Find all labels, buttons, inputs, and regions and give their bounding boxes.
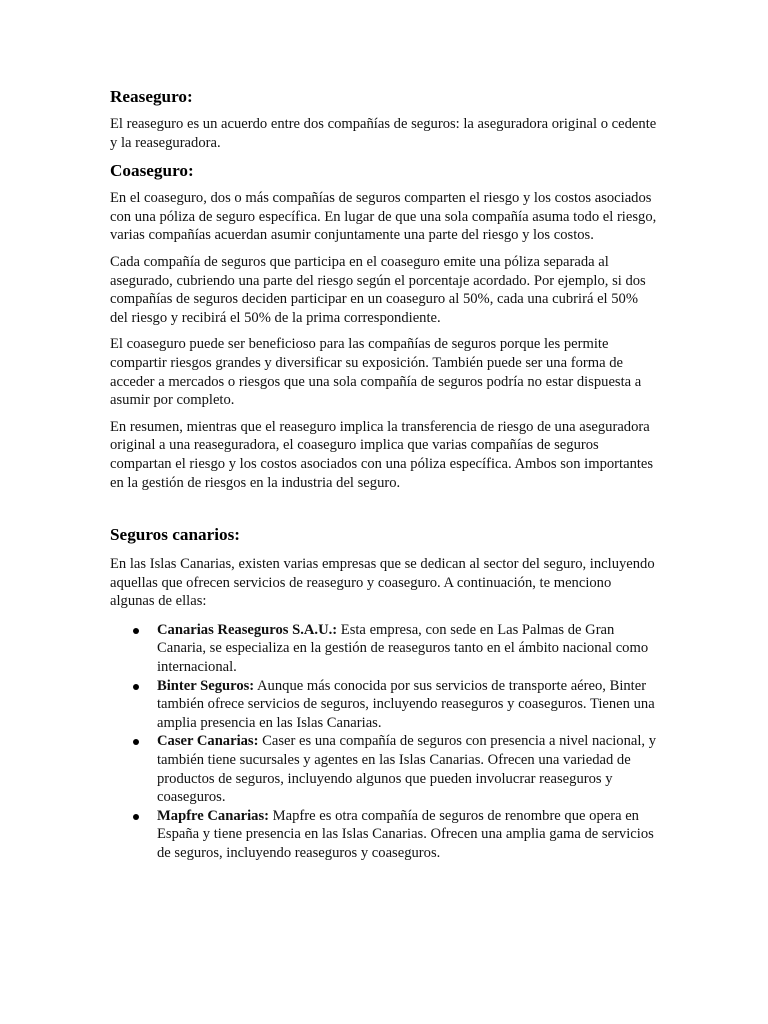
heading-reaseguro: Reaseguro: bbox=[110, 87, 193, 106]
list-item bbox=[110, 732, 658, 806]
paragraph-coaseguro-example: Cada compañía de seguros que participa en el coaseguro emite una póliza separada al asegurado, cubriendo una parte del riesgo según el porcentaje acordado. Por ejemplo, si dos compañías de seguros deciden participar en un coaseguro al 50%, cada una cubrirá el 50% del riesgo y recibirá el 50% de la prima correspondiente. bbox=[110, 253, 646, 326]
company-name: Mapfre Canarias: bbox=[157, 807, 270, 824]
list-item bbox=[110, 807, 658, 863]
company-description: Aunque más conocida por sus servicios de transporte aéreo, Binter también ofrece servicios de seguros, incluyendo reaseguros y coaseguros. Tienen una amplia presencia en las Islas Canarias. bbox=[157, 677, 655, 731]
bullet-icon bbox=[133, 739, 139, 745]
company-name: Caser Canarias: bbox=[157, 733, 259, 750]
bullet-icon bbox=[133, 628, 139, 634]
company-description: Esta empresa, con sede en Las Palmas de Gran Canaria, se especializa en la gestión de reaseguros tanto en el ámbito nacional como internacional. bbox=[157, 621, 649, 676]
document-page bbox=[110, 86, 658, 863]
bullet-icon bbox=[133, 814, 139, 820]
heading-seguros-canarios: Seguros canarios: bbox=[110, 525, 241, 545]
company-description: Caser es una compañía de seguros con presencia a nivel nacional, y también tiene sucursales y agentes en las Islas Canarias. Ofrecen una variedad de productos de seguros, incluyendo algunos que pueden involucrar reaseguros y coaseguros. bbox=[157, 733, 657, 806]
company-name: Binter Seguros: bbox=[157, 677, 255, 694]
list-item bbox=[110, 621, 658, 677]
paragraph-coaseguro-summary: En resumen, mientras que el reaseguro implica la transferencia de riesgo de una aseguradora original a una reaseguradora, el coaseguro implica que varias compañías de seguros compartan el riesgo y los costos asociados con una póliza específica. Ambos son importantes en la gestión de riesgos en la industria del seguro. bbox=[110, 418, 654, 491]
paragraph-seguros-canarios-intro: En las Islas Canarias, existen varias empresas que se dedican al sector del seguro, incluyendo aquellas que ofrecen servicios de reaseguro y coaseguro. A continuación, te menciono algunas de ellas: bbox=[110, 556, 655, 610]
paragraph-reaseguro-definition: El reaseguro es un acuerdo entre dos compañías de seguros: la aseguradora original o cedente y la reaseguradora. bbox=[110, 116, 657, 151]
company-name: Canarias Reaseguros S.A.U.: bbox=[157, 621, 338, 638]
heading-coaseguro: Coaseguro: bbox=[110, 161, 194, 181]
paragraph-coaseguro-benefits: El coaseguro puede ser beneficioso para las compañías de seguros porque les permite compartir riesgos grandes y diversificar su exposición. También puede ser una forma de acceder a mercados o riesgos que una sola compañía de seguros podría no estar dispuesta a asumir por completo. bbox=[110, 336, 642, 409]
company-description: Mapfre es otra compañía de seguros de renombre que opera en España y tiene presencia en las Islas Canarias. Ofrecen una amplia gama de servicios de seguros, incluyendo reaseguros y coaseguros. bbox=[157, 807, 654, 861]
bullet-icon bbox=[133, 684, 139, 690]
list-item bbox=[110, 677, 658, 733]
company-list bbox=[110, 621, 658, 863]
paragraph-coaseguro-definition: En el coaseguro, dos o más compañías de seguros comparten el riesgo y los costos asociados con una póliza de seguro específica. En lugar de que una sola compañía asuma todo el riesgo, varias compañías acuerdan asumir conjuntamente una parte del riesgo y los costos. bbox=[110, 190, 657, 244]
